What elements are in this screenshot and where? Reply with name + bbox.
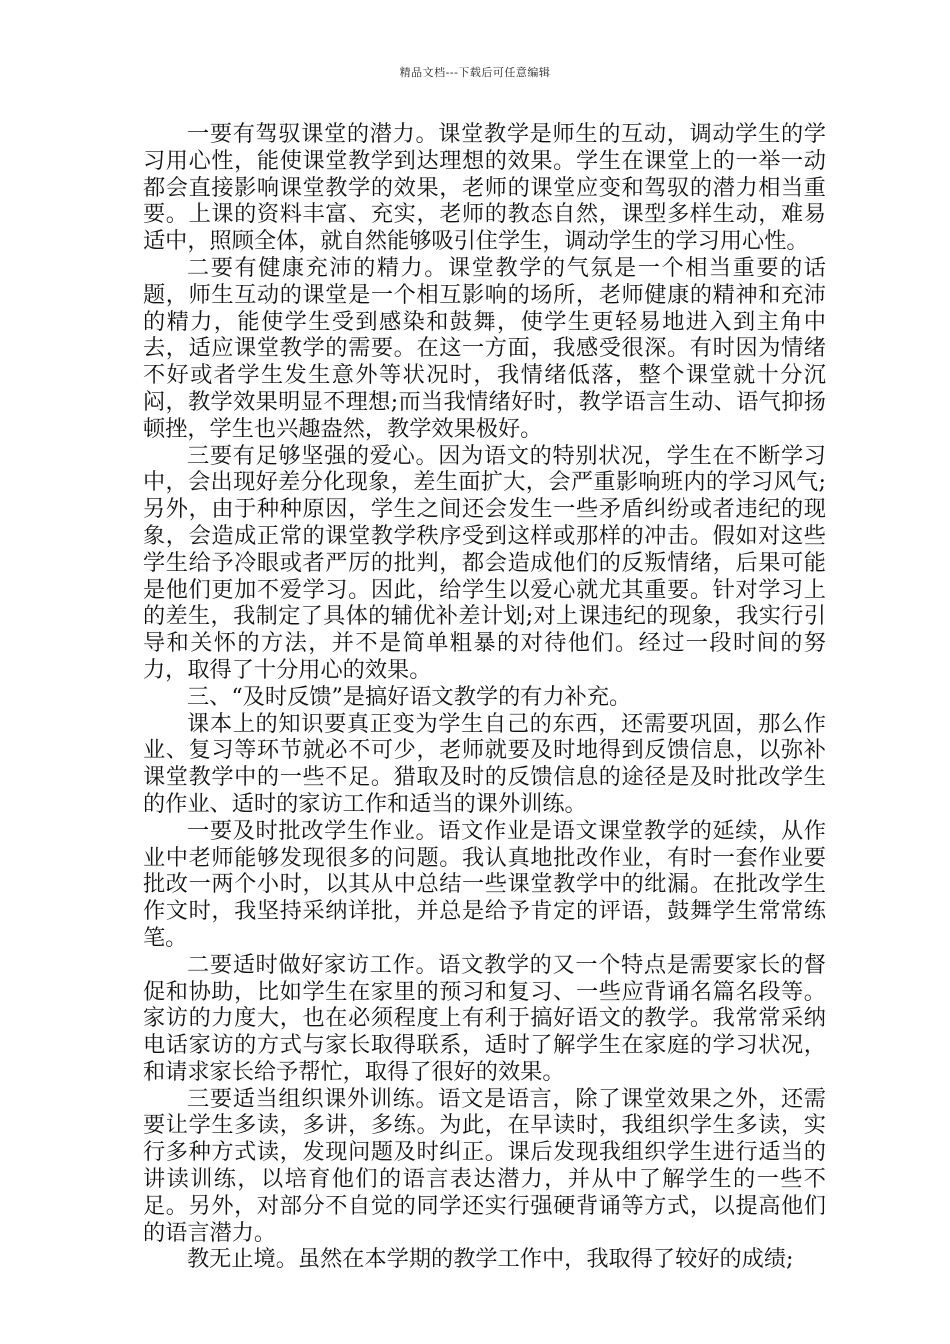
paragraph-healthy-energy: 二要有健康充沛的精力。课堂教学的气氛是一个相当重要的话题，师生互动的课堂是一个相互影响的场所，老师健康的精神和充沛的精力，能使学生受到感染和鼓舞，使学生更轻易地进入到主角中去，适应课堂教学的需要。在这一方面，我感受很深。有时因为情绪不好或者学生发生意外等状况时，我情绪低落，整个课堂就十分沉闷，教学效果明显不理想;而当我情绪好时，教学语言生动、语气抑扬顿挫，学生也兴趣盎然，教学效果极好。: [143, 254, 826, 442]
paragraph-home-visits: 二要适时做好家访工作。语文教学的又一个特点是需要家长的督促和协助，比如学生在家里的预习和复习、一些应背诵名篇名段等。家访的力度大，也在必须程度上有利于搞好语文的教学。我常常采纳电话家访的方式与家长取得联系，适时了解学生在家庭的学习状况，和请求家长给予帮忙，取得了很好的效果。: [143, 951, 826, 1085]
document-body: [143, 121, 826, 1273]
paragraph-extracurricular-training: 三要适当组织课外训练。语文是语言，除了课堂效果之外，还需要让学生多读，多讲，多练。为此，在早读时，我组织学生多读，实行多种方式读，发现问题及时纠正。课后发现我组织学生进行适当的讲读训练，以培育他们的语言表达潜力，并从中了解学生的一些不足。另外，对部分不自觉的同学还实行强硬背诵等方式，以提高他们的语言潜力。: [143, 1085, 826, 1246]
section-heading-feedback: 三、“及时反馈”是搞好语文教学的有力补充。: [187, 683, 632, 710]
paragraph-caring-heart: 三要有足够坚强的爱心。因为语文的特别状况，学生在不断学习中，会出现好差分化现象，差生面扩大，会严重影响班内的学习风气;另外，由于种种原因，学生之间还会发生一些矛盾纠纷或者违纪的现象，会造成正常的课堂教学秩序受到这样或那样的冲击。假如对这些学生给予冷眼或者严厉的批判，都会造成他们的反叛情绪，后果可能是他们更加不爱学习。因此，给学生以爱心就尤其重要。针对学习上的差生，我制定了具体的辅优补差计划;对上课违纪的现象，我实行引导和关怀的方法，并不是简单粗暴的对待他们。经过一段时间的努力，取得了十分用心的效果。: [143, 442, 826, 683]
page-header: 精品文档---下载后可任意编辑: [399, 66, 551, 79]
paragraph-classroom-control: 一要有驾驭课堂的潜力。课堂教学是师生的互动，调动学生的学习用心性，能使课堂教学到达理想的效果。学生在课堂上的一举一动都会直接影响课堂教学的效果，老师的课堂应变和驾驭的潜力相当重要。上课的资料丰富、充实，老师的教态自然，课型多样生动，难易适中，照顾全体，就自然能够吸引住学生，调动学生的学习用心性。: [143, 121, 826, 255]
paragraph-conclusion: 教无止境。虽然在本学期的教学工作中，我取得了较好的成绩;: [187, 1246, 794, 1273]
paragraph-homework-marking: 一要及时批改学生作业。语文作业是语文课堂教学的延续，从作业中老师能够发现很多的问题。我认真地批改作业，有时一套作业要批改一两个小时，以其从中总结一些课堂教学中的纰漏。在批改学生作文时，我坚持采纳详批，并总是给予肯定的评语，鼓舞学生常常练笔。: [143, 817, 826, 951]
paragraph-feedback-intro: 课本上的知识要真正变为学生自己的东西，还需要巩固，那么作业、复习等环节就必不可少，老师就要及时地得到反馈信息，以弥补课堂教学中的一些不足。猎取及时的反馈信息的途径是及时批改学生的作业、适时的家访工作和适当的课外训练。: [143, 710, 826, 817]
